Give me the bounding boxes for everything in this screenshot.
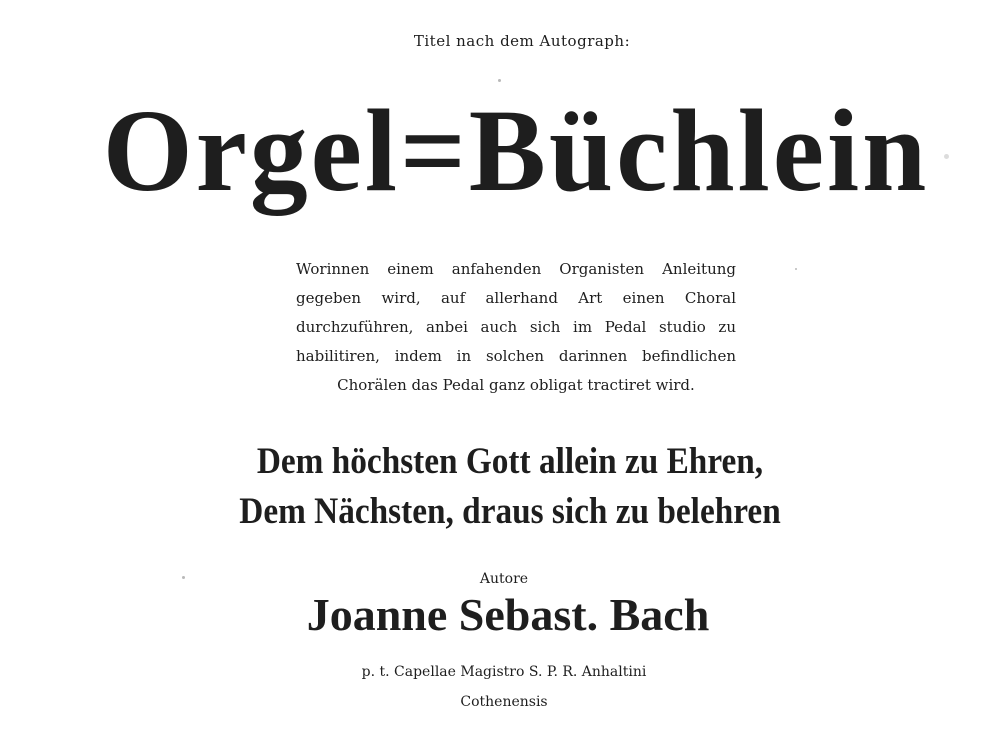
- motto-line: Dem höchsten Gott allein zu Ehren,: [256, 441, 764, 482]
- author-position: p. t. Capellae Magistro S. P. R. Anhaltini: [361, 664, 647, 680]
- scan-speck: [795, 268, 797, 270]
- author-city: Cothenensis: [460, 694, 548, 710]
- document-title: Orgel=Büchlein: [102, 85, 930, 216]
- scan-speck: [498, 79, 501, 82]
- description-paragraph: [296, 255, 736, 400]
- scan-speck: [182, 576, 185, 579]
- autore-label: Autore: [479, 571, 529, 587]
- description-line: Worinnen einem anfahenden Organisten Anleitung: [296, 260, 736, 278]
- heading-note: Titel nach dem Autograph:: [413, 32, 631, 50]
- author-name: Joanne Sebast. Bach: [306, 589, 710, 640]
- scan-speck: [944, 154, 949, 159]
- description-line: habilitiren, indem in solchen darinnen befindlichen: [296, 347, 736, 365]
- motto-line: Dem Nächsten, draus sich zu belehren: [239, 491, 781, 532]
- description-line: gegeben wird, auf allerhand Art einen Choral: [296, 289, 736, 307]
- description-line: Chorälen das Pedal ganz obligat tractiret wird.: [337, 376, 695, 394]
- description-line: durchzuführen, anbei auch sich im Pedal studio zu: [296, 318, 736, 336]
